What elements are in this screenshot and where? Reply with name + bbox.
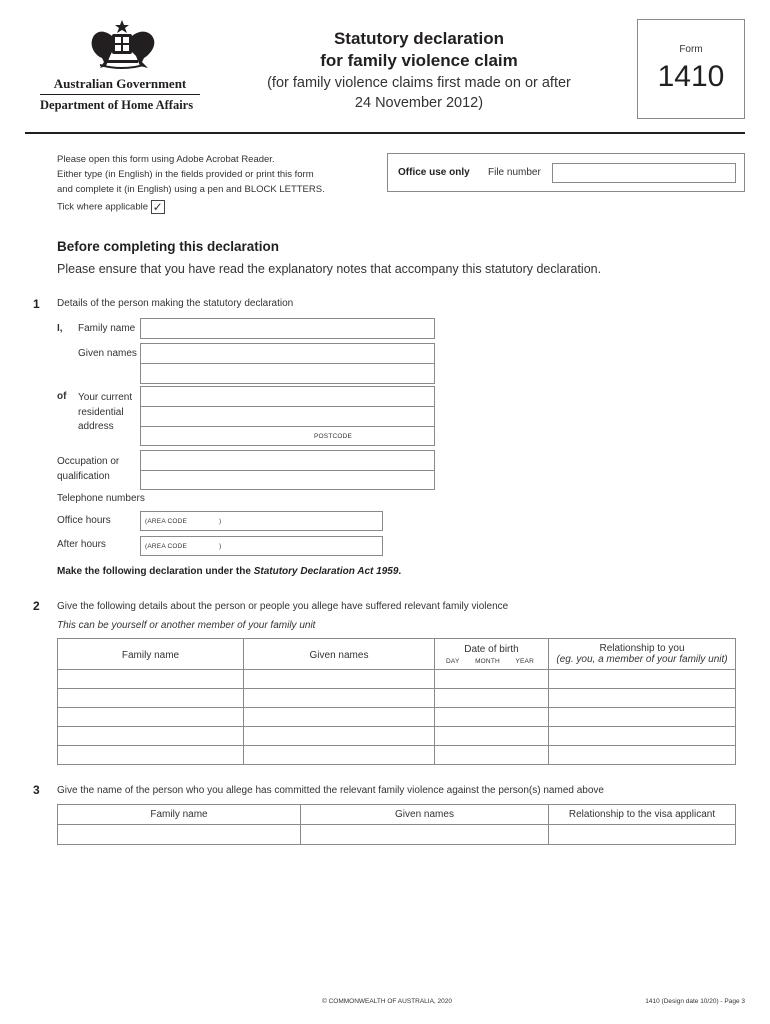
family-name-label: Family name — [78, 323, 136, 334]
section-2-title: Give the following details about the person or people you allege have suffered relevant family violence — [57, 601, 509, 612]
office-area-code-label: (AREA CODE — [145, 518, 188, 525]
form-number-box — [637, 19, 745, 119]
victim-given-names-cell[interactable] — [244, 708, 435, 727]
victim-given-names-cell[interactable] — [244, 689, 435, 708]
office-use-box — [387, 153, 745, 192]
section-3-title: Give the name of the person who you allege has committed the relevant family violence against the person(s) named above — [57, 785, 604, 796]
occupation-label — [57, 454, 119, 484]
government-crest-logo — [82, 18, 162, 70]
address-label — [78, 391, 132, 435]
section-1-title: Details of the person making the statutory declaration — [57, 298, 294, 309]
table-row — [58, 708, 736, 727]
address-input-3[interactable] — [140, 426, 435, 446]
occupation-input-1[interactable] — [140, 450, 435, 471]
copyright: © COMMONWEALTH OF AUSTRALIA, 2020 — [322, 998, 452, 1005]
before-text: Please ensure that you have read the explanatory notes that accompany this statutory declaration. — [57, 262, 602, 276]
after-area-code-label: (AREA CODE — [145, 543, 188, 550]
office-hours-label: Office hours — [57, 515, 111, 526]
dob-year-label: YEAR — [515, 658, 534, 665]
given-names-input-1[interactable] — [140, 343, 435, 364]
table-row — [58, 670, 736, 689]
form-number: 1410 — [657, 60, 725, 93]
occupation-label-line-1: Occupation or — [57, 456, 120, 467]
file-number-input[interactable] — [552, 163, 736, 183]
section-3-number: 3 — [33, 783, 40, 797]
telephone-label: Telephone numbers — [57, 493, 145, 504]
form-subtitle-line1: (for family violence claims first made on or after — [267, 75, 571, 91]
instructions — [57, 152, 357, 197]
address-label-line-3: address — [78, 421, 114, 432]
perpetrator-table-header — [58, 805, 736, 825]
perpetrator-table — [57, 804, 736, 845]
victim-relationship-cell[interactable] — [549, 708, 736, 727]
declaration-prefix: Make the following declaration under the — [57, 566, 254, 577]
victim-family-name-cell[interactable] — [58, 670, 244, 689]
office-area-code-close: ) — [219, 518, 222, 525]
coat-of-arms-icon — [82, 18, 162, 70]
victim-family-name-cell[interactable] — [58, 727, 244, 746]
perp-relationship-cell[interactable] — [549, 825, 736, 845]
victim-relationship-cell[interactable] — [549, 670, 736, 689]
govt-divider — [40, 94, 200, 95]
address-input-2[interactable] — [140, 406, 435, 427]
govt-name: Australian Government — [53, 76, 187, 91]
victim-family-name-cell[interactable] — [58, 708, 244, 727]
dob-month-label: MONTH — [475, 658, 500, 665]
address-label-line-2: residential — [78, 406, 124, 418]
col-date-of-birth: Date of birth DAY MONTH YEAR — [435, 639, 549, 670]
table-row — [58, 727, 736, 746]
office-hours-input[interactable] — [140, 511, 383, 531]
col-perp-relationship: Relationship to the visa applicant — [549, 805, 736, 825]
victim-given-names-cell[interactable] — [244, 746, 435, 765]
after-area-code-close: ) — [219, 543, 222, 550]
i-label: I, — [57, 323, 63, 334]
form-title-line1: Statutory declaration — [333, 29, 505, 48]
victims-table — [57, 638, 736, 765]
victim-dob-cell[interactable] — [435, 670, 549, 689]
victim-dob-cell[interactable] — [435, 746, 549, 765]
col-relationship: Relationship to you (eg. you, a member of your family unit) — [549, 639, 736, 670]
victims-table-header — [58, 639, 736, 670]
instruction-line-1: Please open this form using Adobe Acrobat Reader. — [57, 154, 275, 165]
form-title-line2: for family violence claim — [320, 51, 518, 70]
file-number-label: File number — [488, 167, 541, 178]
office-use-label: Office use only — [398, 167, 470, 178]
instruction-line-3: and complete it (in English) using a pen and BLOCK LETTERS. — [57, 184, 325, 195]
perp-given-names-cell[interactable] — [301, 825, 549, 845]
page-info: 1410 (Design date 10/20) - Page 3 — [645, 998, 745, 1005]
declaration-suffix: . — [398, 566, 402, 577]
declaration-act: Statutory Declaration Act 1959 — [253, 566, 399, 577]
section-2-number: 2 — [33, 599, 40, 613]
victim-dob-cell[interactable] — [435, 689, 549, 708]
after-hours-input[interactable] — [140, 536, 383, 556]
tick-example-checkbox: ✓ — [152, 200, 163, 214]
of-label: of — [57, 391, 67, 402]
tick-where-applicable — [57, 200, 165, 214]
postcode-label: POSTCODE — [314, 433, 353, 440]
given-names-input-2[interactable] — [140, 363, 435, 384]
department-name: Department of Home Affairs — [40, 98, 194, 112]
family-name-input[interactable] — [140, 318, 435, 339]
col-perp-given-names: Given names — [301, 805, 549, 825]
header-rule — [25, 132, 745, 134]
form-subtitle-line2: 24 November 2012) — [354, 95, 484, 111]
tick-label: Tick where applicable — [57, 201, 148, 213]
instruction-line-2: Either type (in English) in the fields provided or print this form — [57, 169, 314, 180]
col-given-names: Given names — [244, 639, 435, 670]
table-row — [58, 825, 736, 845]
section-1-number: 1 — [33, 297, 40, 311]
declaration-statement — [57, 566, 401, 577]
victim-relationship-cell[interactable] — [549, 727, 736, 746]
victim-given-names-cell[interactable] — [244, 670, 435, 689]
victim-family-name-cell[interactable] — [58, 746, 244, 765]
dob-day-label: DAY — [446, 658, 460, 665]
form-label: Form — [679, 44, 703, 55]
before-heading: Before completing this declaration — [57, 239, 280, 254]
table-row — [58, 689, 736, 708]
victim-family-name-cell[interactable] — [58, 689, 244, 708]
address-label-line-1: Your current — [78, 392, 133, 403]
table-row — [58, 746, 736, 765]
victim-relationship-cell[interactable] — [549, 689, 736, 708]
victim-dob-cell[interactable] — [435, 708, 549, 727]
occupation-label-line-2: qualification — [57, 471, 110, 482]
after-hours-label: After hours — [57, 539, 106, 550]
col-family-name: Family name — [58, 639, 244, 670]
section-2-note: This can be yourself or another member of your family unit — [57, 620, 316, 631]
address-input-1[interactable] — [140, 386, 435, 407]
victim-given-names-cell[interactable] — [244, 727, 435, 746]
perp-family-name-cell[interactable] — [58, 825, 301, 845]
occupation-input-2[interactable] — [140, 470, 435, 490]
victim-relationship-cell[interactable] — [549, 746, 736, 765]
given-names-label: Given names — [78, 348, 137, 359]
victim-dob-cell[interactable] — [435, 727, 549, 746]
col-perp-family-name: Family name — [58, 805, 301, 825]
